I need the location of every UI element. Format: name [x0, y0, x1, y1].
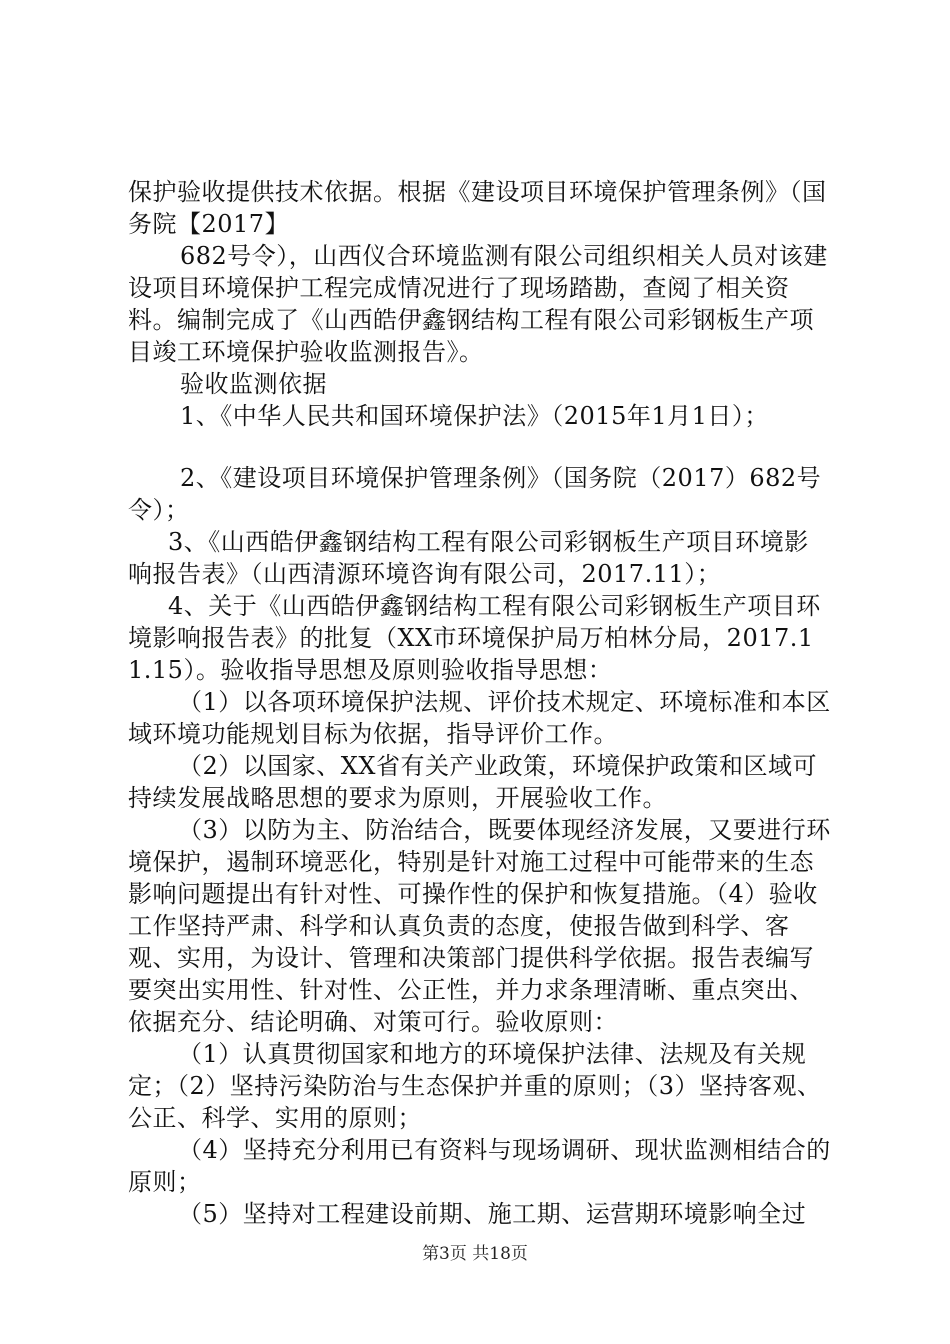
guideline-item-3-4: （3）以防为主、防治结合，既要体现经济发展，又要进行环境保护，遏制环境恶化，特别是针对施工过程中可能带来的生态影响问题提出有针对性、可操作性的保护和恢复措施。（4）验收工作坚持严肃、科学和认真负责的态度，使报告做到科学、客观、实用，为设计、管理和决策部门提供科学依据。报告表编写要突出实用性、针对性、公正性，并力求条理清晰、重点突出、依据充分、结论明确、对策可行。验收原则：: [128, 816, 831, 1036]
section-heading-basis: 验收监测依据: [180, 370, 327, 398]
basis-item-2: 2、《建设项目环境保护管理条例》（国务院（2017）682号令）；: [128, 464, 822, 524]
basis-item-1: 1、《中华人民共和国环境保护法》（2015年1月1日）；: [180, 402, 769, 430]
paragraph-intro: 保护验收提供技术依据。根据《建设项目环境保护管理条例》（国务院【2017】: [128, 178, 827, 238]
paragraph-order-682: 682号令），山西仪合环境监测有限公司组织相关人员对该建设项目环境保护工程完成情况进行了现场踏勘，查阅了相关资料。编制完成了《山西皓伊鑫钢结构工程有限公司彩钢板生产项目竣工环境保护验收监测报告》。: [128, 242, 828, 366]
principle-item-5: （5）坚持对工程建设前期、施工期、运营期环境影响全过: [178, 1200, 807, 1228]
guideline-item-2: （2）以国家、XX省有关产业政策，环境保护政策和区域可持续发展战略思想的要求为原则，开展验收工作。: [128, 752, 817, 812]
guideline-item-1: （1）以各项环境保护法规、评价技术规定、环境标准和本区域环境功能规划目标为依据，指导评价工作。: [128, 688, 831, 748]
basis-item-4: 4、关于《山西皓伊鑫钢结构工程有限公司彩钢板生产项目环境影响报告表》的批复（XX市环境保护局万柏林分局，2017.11.15）。验收指导思想及原则验收指导思想：: [128, 592, 821, 684]
page-number-footer: 第3页 共18页: [422, 1244, 528, 1264]
principle-items-1-3: （1）认真贯彻国家和地方的环境保护法律、法规及有关规定；（2）坚持污染防治与生态保护并重的原则；（3）坚持客观、公正、科学、实用的原则；: [128, 1040, 822, 1132]
document-body: [128, 176, 832, 1230]
basis-item-3: 3、《山西皓伊鑫钢结构工程有限公司彩钢板生产项目环境影响报告表》（山西清源环境咨询有限公司，2017.11）；: [128, 528, 809, 588]
blank-gap: [128, 432, 832, 462]
principle-item-4: （4）坚持充分利用已有资料与现场调研、现状监测相结合的原则；: [128, 1136, 831, 1196]
